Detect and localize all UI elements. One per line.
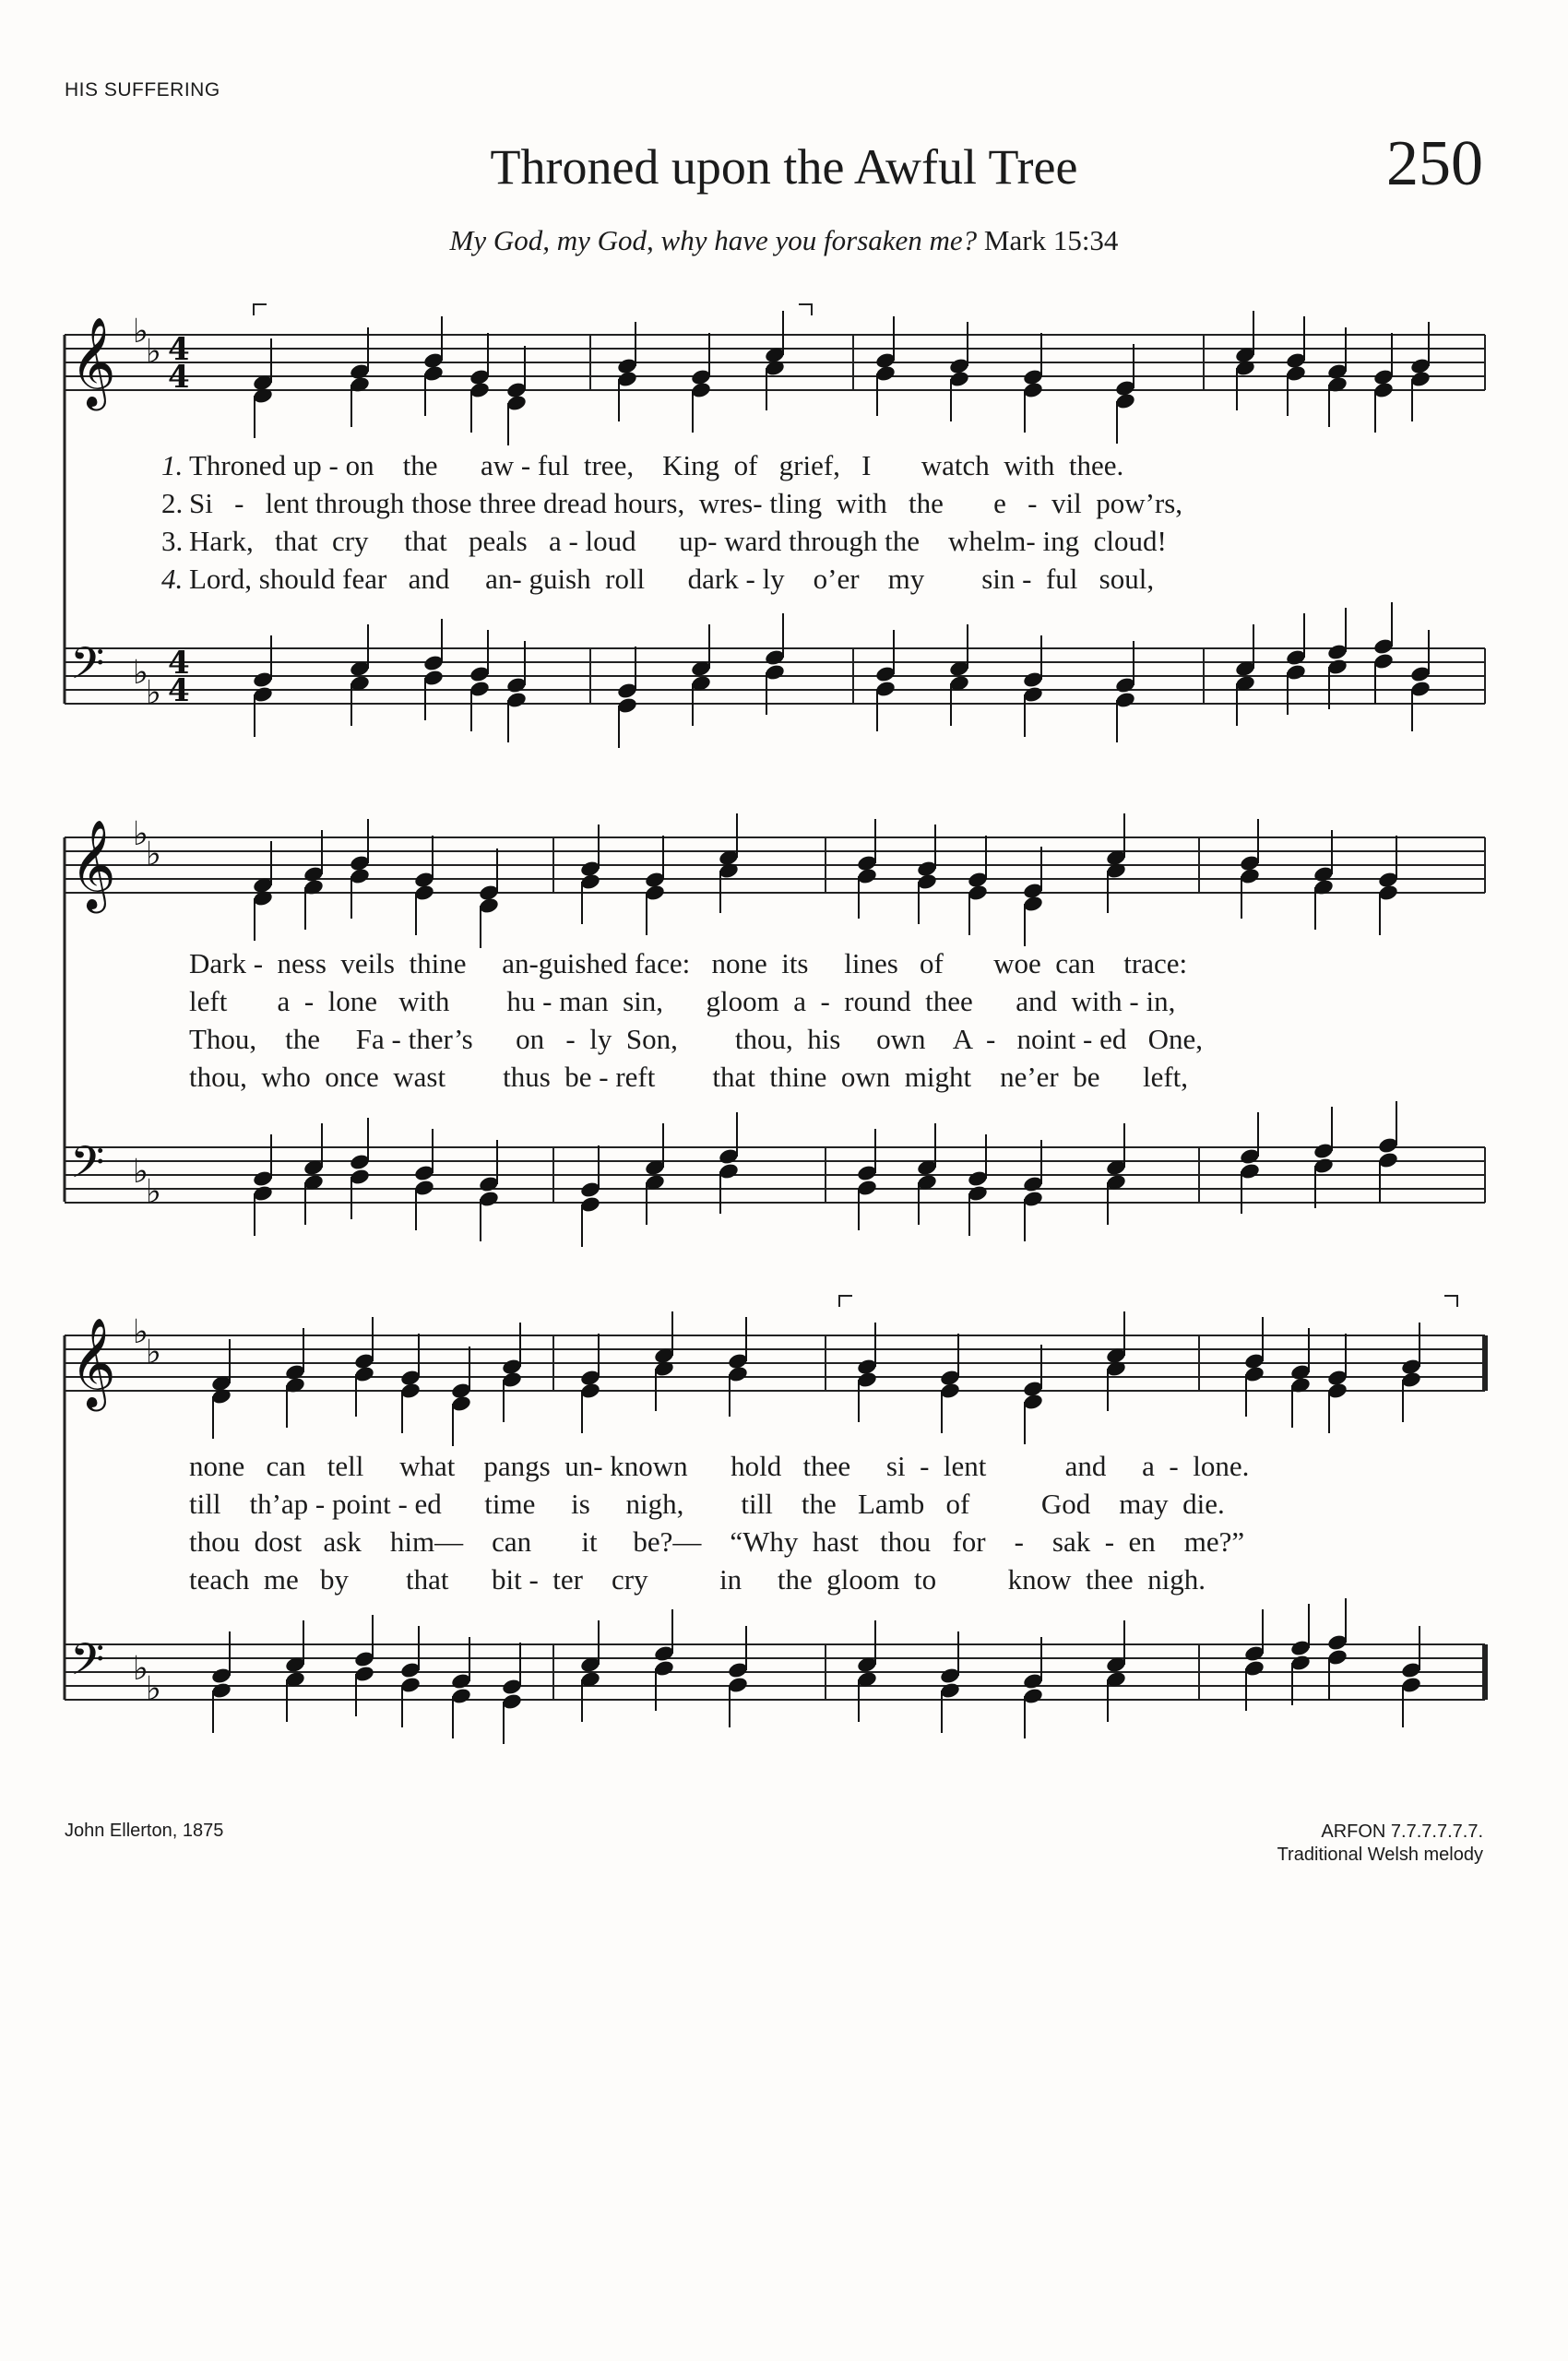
lyric-line-verse-1 (161, 449, 1123, 482)
verse-text: none can tell what pangs un- known hold thee si - lent and a - lone. (189, 1450, 1250, 1482)
lyric-line-verse-4 (161, 563, 1154, 596)
tune-source: Traditional Welsh melody (1277, 1845, 1483, 1865)
flat-sign: ♭ (133, 1313, 148, 1351)
treble-clef: 𝄞 (70, 316, 116, 407)
flat-sign: ♭ (146, 674, 161, 712)
hymn-number: 250 (1386, 128, 1483, 199)
epigraph-quote: My God, my God, why have you forsaken me? (449, 224, 978, 256)
time-signature: 4 (168, 672, 190, 709)
phrase-bracket-start (254, 304, 267, 315)
lyric-line-verse-3 (161, 1525, 1244, 1559)
bass-clef: 𝄢 (70, 637, 105, 700)
time-signature: 4 (168, 359, 190, 396)
phrase-bracket-end (799, 304, 812, 315)
flat-sign: ♭ (146, 1173, 161, 1211)
flat-sign: ♭ (133, 1153, 148, 1191)
lyric-line-verse-4 (161, 1563, 1206, 1596)
lyric-line-verse-2 (161, 487, 1182, 520)
flat-sign: ♭ (133, 1650, 148, 1688)
lyric-line-verse-1 (161, 947, 1187, 980)
section-heading: HIS SUFFERING (65, 79, 220, 101)
lyric-line-verse-3 (161, 525, 1167, 558)
verse-text: teach me by that bit - ter cry in the gloom to know thee nigh. (189, 1563, 1206, 1596)
lyric-line-verse-3 (161, 1023, 1203, 1056)
bass-clef: 𝄢 (70, 1633, 105, 1696)
verse-text: Hark, that cry that peals a - loud up- ward through the whelm- ing cloud! (189, 525, 1167, 557)
verse-text: left a - lone with hu - man sin, gloom a - round thee and with - in, (189, 985, 1176, 1017)
verse-number: 1. (161, 449, 184, 481)
verse-text: thou dost ask him— can it be?— “Why hast thou for - sak - en me?” (189, 1525, 1245, 1558)
lyric-line-verse-4 (161, 1061, 1188, 1094)
tune-credit (1277, 1821, 1483, 1867)
lyric-line-verse-2 (161, 1488, 1225, 1521)
verse-text: Si - lent through those three dread hours, wres- tling with the e - vil pow’rs, (189, 487, 1183, 519)
lyric-line-verse-1 (161, 1450, 1249, 1483)
flat-sign: ♭ (146, 836, 161, 873)
verse-text: till th’ap - point - ed time is nigh, till the Lamb of God may die. (189, 1488, 1225, 1520)
verse-text: Thou, the Fa - ther’s on - ly Son, thou, his own A - noint - ed One, (189, 1023, 1204, 1055)
time-signature: 4 (168, 331, 190, 368)
verse-text: thou, who once wast thus be - reft that thine own might ne’er be left, (189, 1061, 1189, 1093)
verse-number: 3. (161, 525, 184, 557)
treble-clef: 𝄞 (70, 819, 116, 909)
verse-number: 2. (161, 487, 184, 519)
flat-sign: ♭ (133, 313, 148, 350)
verse-number: 4. (161, 563, 184, 595)
lyric-line-verse-2 (161, 985, 1175, 1018)
hymn-title: Throned upon the Awful Tree (490, 139, 1078, 195)
flat-sign: ♭ (133, 815, 148, 853)
phrase-bracket-end (1444, 1296, 1457, 1307)
verse-text: Throned up - on the aw - ful tree, King of grief, I watch with thee. (189, 449, 1124, 481)
phrase-bracket-start (839, 1296, 852, 1307)
verse-text: Lord, should fear and an- guish roll dark - ly o’er my sin - ful soul, (189, 563, 1155, 595)
tune-name: ARFON 7.7.7.7.7.7. (1321, 1821, 1483, 1842)
flat-sign: ♭ (146, 1334, 161, 1371)
time-signature: 4 (168, 645, 190, 682)
flat-sign: ♭ (146, 333, 161, 371)
verse-text: Dark - ness veils thine an-guished face: none its lines of woe can trace: (189, 947, 1188, 979)
treble-clef: 𝄞 (70, 1317, 116, 1407)
epigraph-reference: Mark 15:34 (983, 224, 1119, 256)
words-credit: John Ellerton, 1875 (65, 1821, 224, 1841)
flat-sign: ♭ (133, 654, 148, 692)
flat-sign: ♭ (146, 1670, 161, 1708)
bass-clef: 𝄢 (70, 1136, 105, 1199)
